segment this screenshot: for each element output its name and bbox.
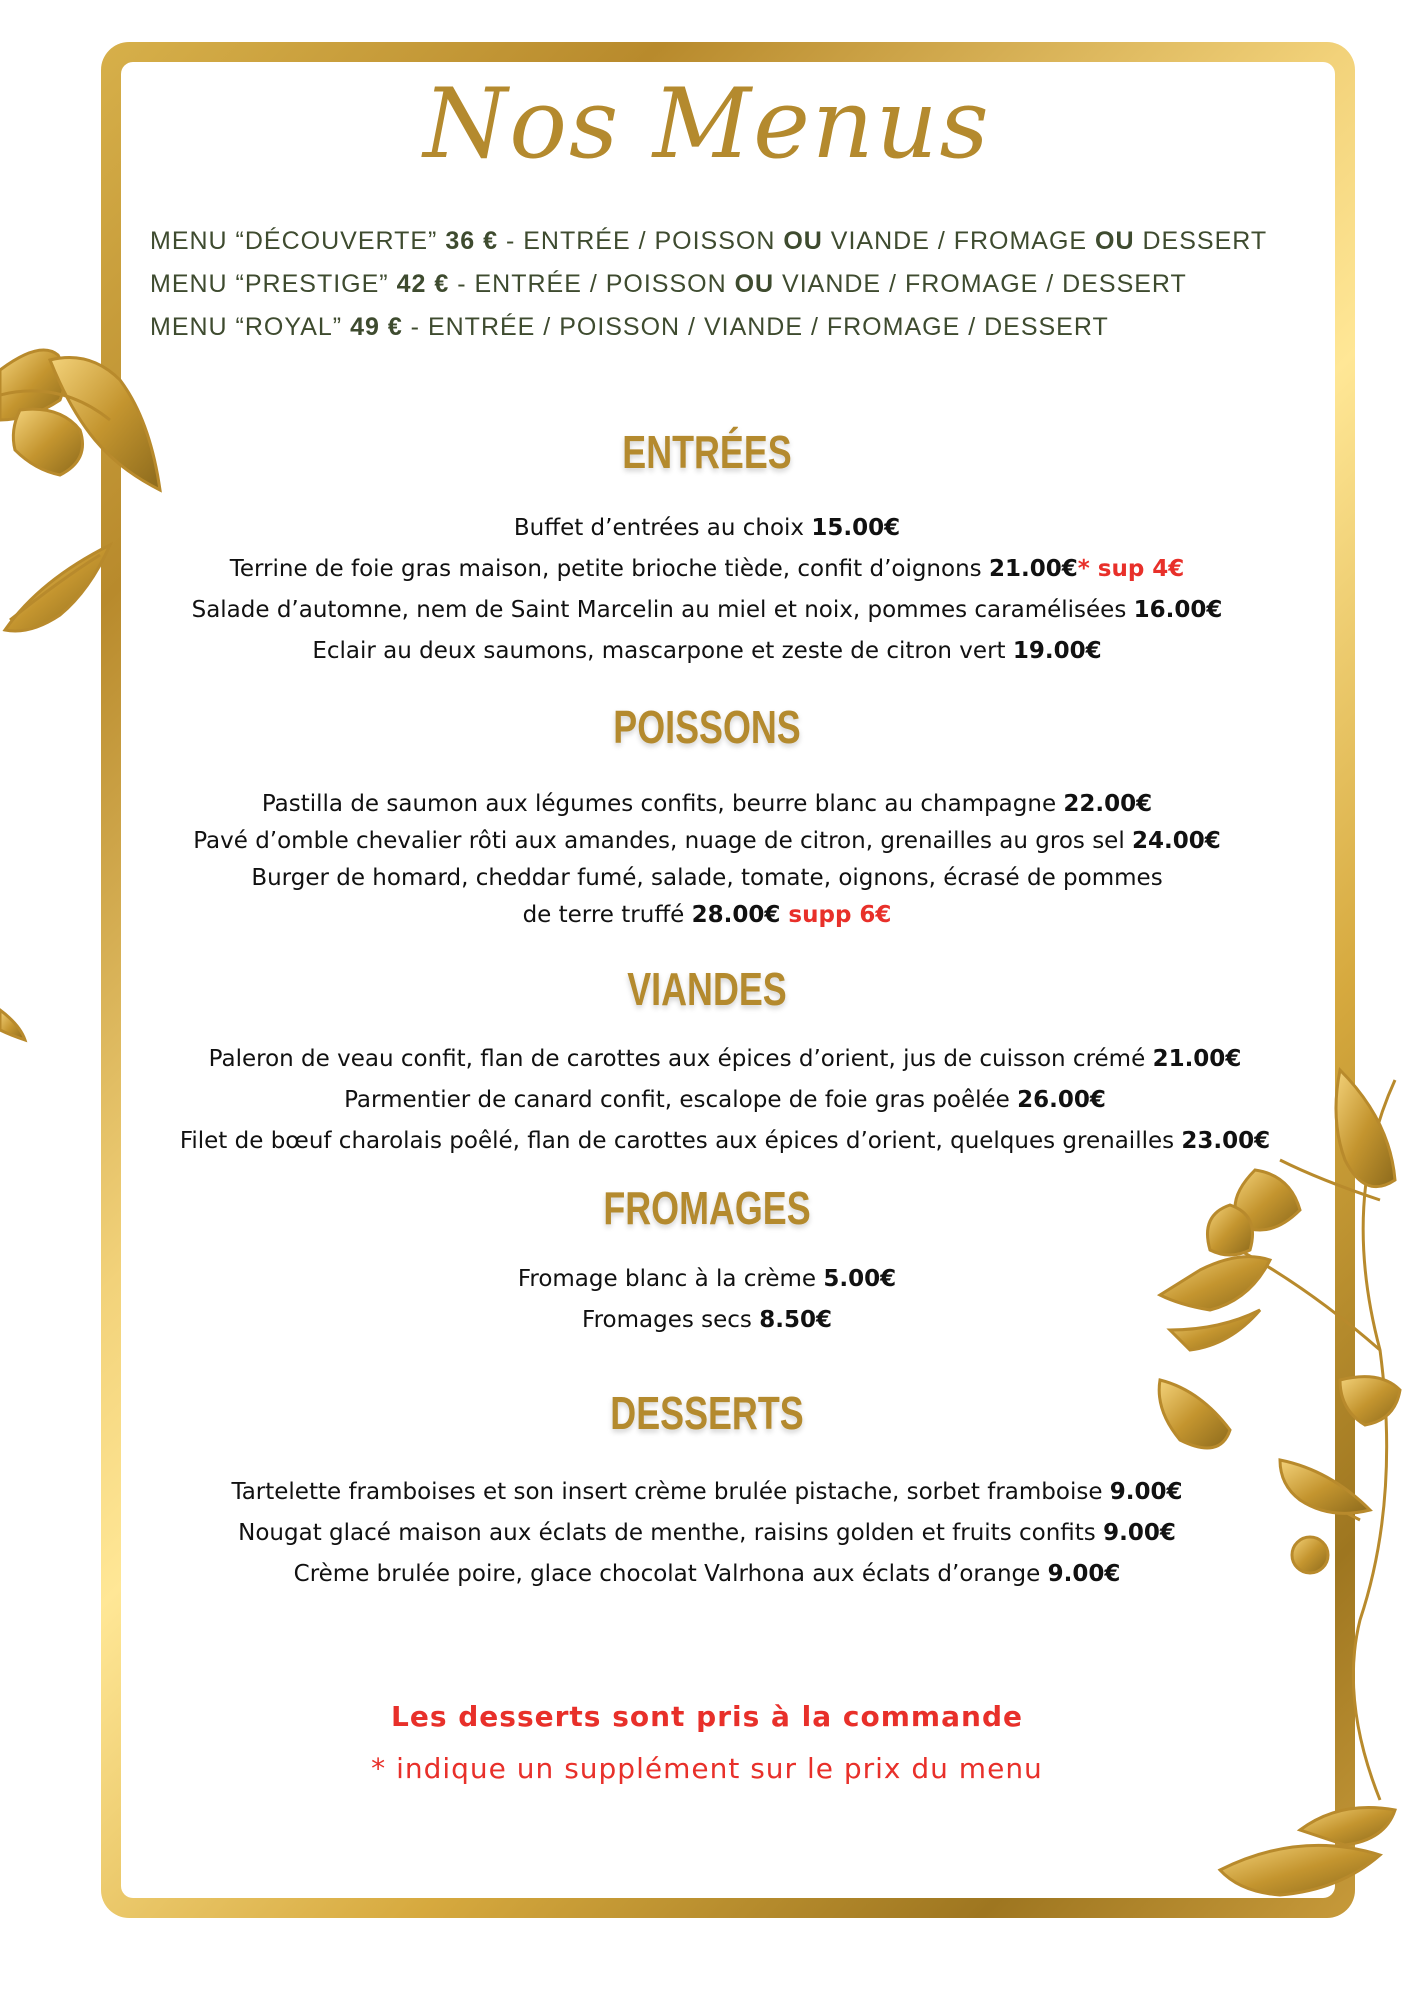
dish-name: Crème brulée poire, glace chocolat Valrhona aux éclats d’orange <box>293 1561 1048 1587</box>
menu-formula-courses: - ENTRÉE / POISSON <box>449 270 735 298</box>
page-title: Nos Menus <box>423 68 991 180</box>
menu-formula-line <box>150 220 1267 263</box>
dish-name: Eclair au deux saumons, mascarpone et zeste de citron vert <box>312 638 1013 664</box>
dish-name: Salade d’automne, nem de Saint Marcelin au miel et noix, pommes caramélisées <box>191 597 1134 623</box>
menu-formula-courses: VIANDE / FROMAGE / DESSERT <box>774 270 1187 298</box>
dish-price: 28.00€ <box>691 902 781 928</box>
dish-name: Fromages secs <box>582 1307 760 1333</box>
dish-item <box>0 786 1414 823</box>
menu-formula-courses: VIANDE / FROMAGE <box>822 227 1096 255</box>
dish-name: Fromage blanc à la crème <box>517 1266 824 1292</box>
poissons-list <box>0 786 1414 934</box>
viandes-list <box>140 1039 1310 1162</box>
dish-item <box>140 1080 1310 1121</box>
menu-formula-name: MENU “PRESTIGE” <box>150 270 389 298</box>
dish-item <box>0 631 1414 672</box>
dish-price: 16.00€ <box>1133 597 1223 623</box>
menu-formula-or: OU <box>1095 227 1135 255</box>
section-title-poissons: POISSONS <box>613 701 801 753</box>
footer-note-supplement: * indique un supplément sur le prix du menu <box>371 1752 1043 1785</box>
menu-formulas <box>150 220 1267 349</box>
dish-name: Paleron de veau confit, flan de carottes aux épices d’orient, jus de cuisson crémé <box>208 1046 1153 1072</box>
dish-name: Buffet d’entrées au choix <box>513 515 812 541</box>
fromages-list <box>0 1259 1414 1341</box>
menu-formula-or: OU <box>734 270 775 298</box>
dish-price: 24.00€ <box>1132 828 1221 854</box>
dish-price: 9.00€ <box>1103 1520 1176 1546</box>
dish-name: Parmentier de canard confit, escalope de foie gras poêlée <box>344 1087 1018 1113</box>
dish-item <box>0 897 1414 934</box>
dish-item <box>0 508 1414 549</box>
dish-name: Tartelette framboises et son insert crème brulée pistache, sorbet framboise <box>231 1479 1110 1505</box>
menu-formula-courses: DESSERT <box>1134 227 1268 255</box>
dish-item <box>0 1300 1414 1341</box>
dish-price: 9.00€ <box>1047 1561 1121 1587</box>
dish-name: de terre truffé <box>522 902 692 928</box>
dish-name: Terrine de foie gras maison, petite brioche tiède, confit d’oignons <box>229 556 989 582</box>
section-title-fromages: FROMAGES <box>603 1182 811 1234</box>
menu-formula-line <box>150 263 1267 306</box>
dish-price: 5.00€ <box>823 1266 897 1292</box>
menu-formula-courses: - ENTRÉE / POISSON <box>498 227 784 255</box>
dish-item <box>140 1039 1310 1080</box>
dish-price: 15.00€ <box>811 515 901 541</box>
dish-price: 22.00€ <box>1063 791 1153 817</box>
section-title-entrees: ENTRÉES <box>622 426 792 478</box>
menu-formula-or: OU <box>783 227 823 255</box>
menu-formula-line <box>150 306 1267 349</box>
menu-formula-name: MENU “DÉCOUVERTE” <box>150 227 438 255</box>
dish-item <box>0 860 1414 897</box>
dish-name: Burger de homard, cheddar fumé, salade, tomate, oignons, écrasé de pommes <box>251 865 1163 891</box>
dish-price: 26.00€ <box>1017 1087 1106 1113</box>
menu-formula-courses: - ENTRÉE / POISSON / VIANDE / FROMAGE / DESSERT <box>402 313 1109 341</box>
dish-name: Nougat glacé maison aux éclats de menthe, raisins golden et fruits confits <box>238 1520 1104 1546</box>
dish-item <box>0 1554 1414 1595</box>
footer-note-desserts: Les desserts sont pris à la commande <box>391 1700 1023 1733</box>
dish-price: 21.00€ <box>1152 1046 1242 1072</box>
dish-item <box>0 590 1414 631</box>
dish-item <box>140 1121 1310 1162</box>
dish-price: 23.00€ <box>1181 1128 1271 1154</box>
menu-formula-price: 36 € <box>445 227 499 255</box>
dish-item <box>0 1472 1414 1513</box>
dish-name: Pastilla de saumon aux légumes confits, beurre blanc au champagne <box>261 791 1064 817</box>
dish-item <box>0 1513 1414 1554</box>
desserts-list <box>0 1472 1414 1595</box>
dish-item <box>0 1259 1414 1300</box>
entrees-list <box>0 508 1414 672</box>
dish-name: Pavé d’omble chevalier rôti aux amandes, nuage de citron, grenailles au gros sel <box>193 828 1133 854</box>
section-title-desserts: DESSERTS <box>610 1387 804 1439</box>
dish-item <box>0 823 1414 860</box>
section-title-viandes: VIANDES <box>627 963 787 1015</box>
dish-item <box>0 549 1414 590</box>
dish-price: 9.00€ <box>1109 1479 1183 1505</box>
dish-price: 19.00€ <box>1012 638 1102 664</box>
dish-supplement: supp 6€ <box>780 902 892 928</box>
menu-formula-price: 49 € <box>350 313 403 341</box>
dish-price: 8.50€ <box>759 1307 832 1333</box>
menu-formula-name: MENU “ROYAL” <box>150 313 343 341</box>
dish-price: 21.00€ <box>988 556 1078 582</box>
menu-formula-price: 42 € <box>396 270 450 298</box>
dish-supplement: * sup 4€ <box>1077 556 1185 582</box>
dish-name: Filet de bœuf charolais poêlé, flan de carottes aux épices d’orient, quelques grenailles <box>179 1128 1182 1154</box>
